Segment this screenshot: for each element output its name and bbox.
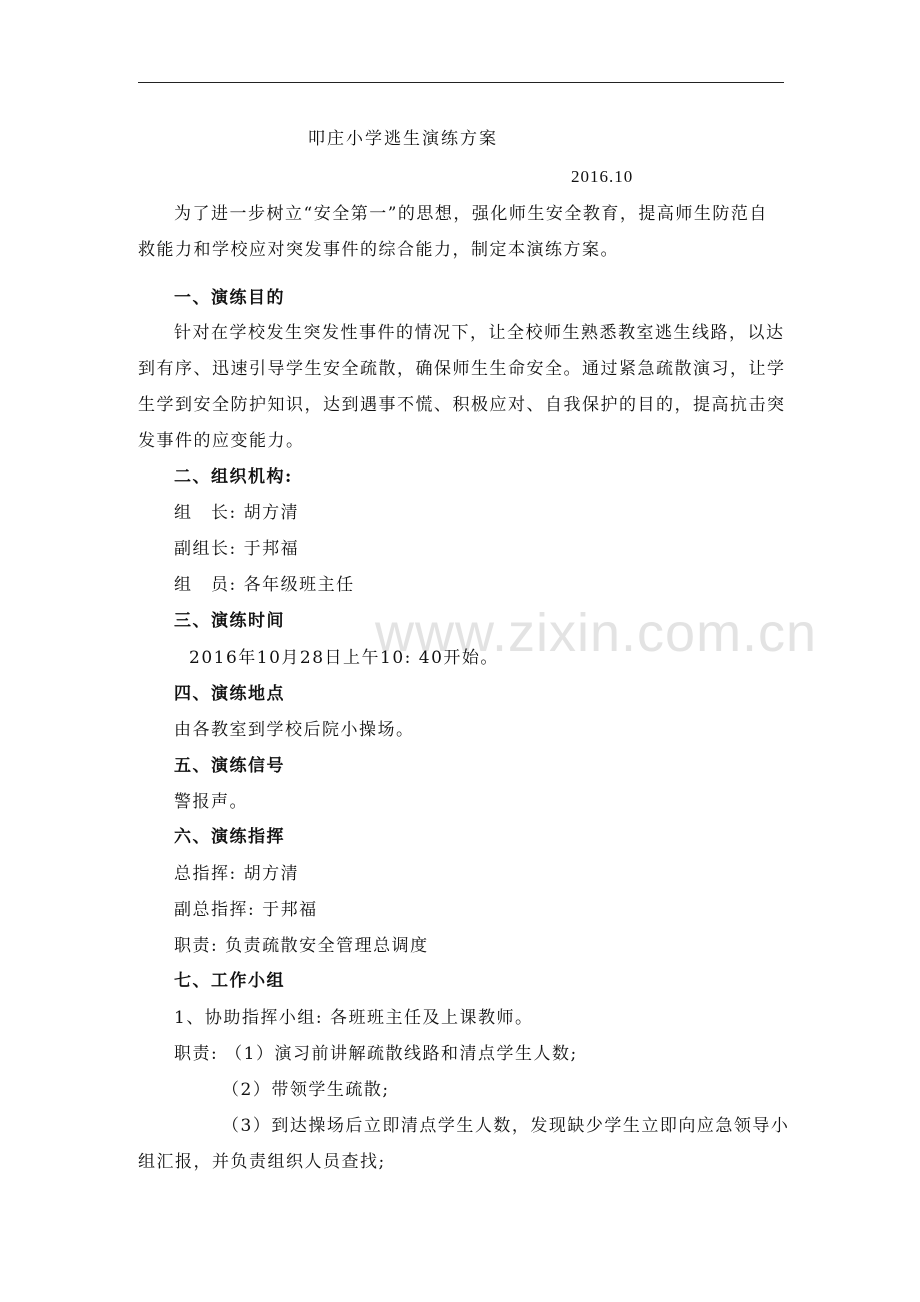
drill-location: 由各教室到学校后院小操场。 [174,720,415,740]
purpose-line-4: 发事件的应变能力。 [138,431,305,451]
workgroup-line-2: 职责: （1）演习前讲解疏散线路和清点学生人数; [174,1044,578,1064]
section-heading-command: 六、演练指挥 [174,827,285,847]
intro-line-2: 救能力和学校应对突发事件的综合能力，制定本演练方案。 [138,240,619,260]
document-title: 叩庄小学逃生演练方案 [308,129,498,149]
deputy-commander: 副总指挥: 于邦福 [174,900,318,920]
header-rule [138,82,784,83]
workgroup-line-3: （2）带领学生疏散; [222,1080,390,1100]
drill-time: 2016年10月28日上午10: 40开始。 [189,648,499,668]
purpose-line-2: 到有序、迅速引导学生安全疏散，确保师生生命安全。通过紧急疏散演习，让学 [138,359,786,379]
commander: 总指挥: 胡方清 [174,864,300,884]
section-heading-purpose: 一、演练目的 [174,288,285,308]
drill-signal: 警报声。 [174,792,248,812]
section-heading-time: 三、演练时间 [174,611,285,631]
workgroup-line-5: 组汇报，并负责组织人员查找; [138,1152,386,1172]
section-heading-organization: 二、组织机构: [174,467,293,487]
workgroup-line-1: 1、协助指挥小组: 各班班主任及上课教师。 [174,1008,534,1028]
command-duty: 职责: 负责疏散安全管理总调度 [174,936,429,956]
document-date: 2016.10 [571,167,634,186]
purpose-line-3: 生学到安全防护知识，达到遇事不慌、积极应对、自我保护的目的，提高抗击突 [138,395,786,415]
section-heading-location: 四、演练地点 [174,684,285,704]
section-heading-signal: 五、演练信号 [174,756,285,776]
watermark: www.zixin.com.cn [375,603,818,663]
org-deputy-leader: 副组长: 于邦福 [174,539,300,559]
purpose-line-1: 针对在学校发生突发性事件的情况下，让全校师生熟悉教室逃生线路，以达 [174,323,785,343]
org-members: 组 员: 各年级班主任 [174,575,355,595]
intro-line-1: 为了进一步树立“安全第一”的思想，强化师生安全教育，提高师生防范自 [174,204,768,224]
section-heading-workgroups: 七、工作小组 [174,971,285,991]
workgroup-line-4: （3）到达操场后立即清点学生人数，发现缺少学生立即向应急领导小 [222,1116,790,1136]
org-leader: 组 长: 胡方清 [174,503,300,523]
